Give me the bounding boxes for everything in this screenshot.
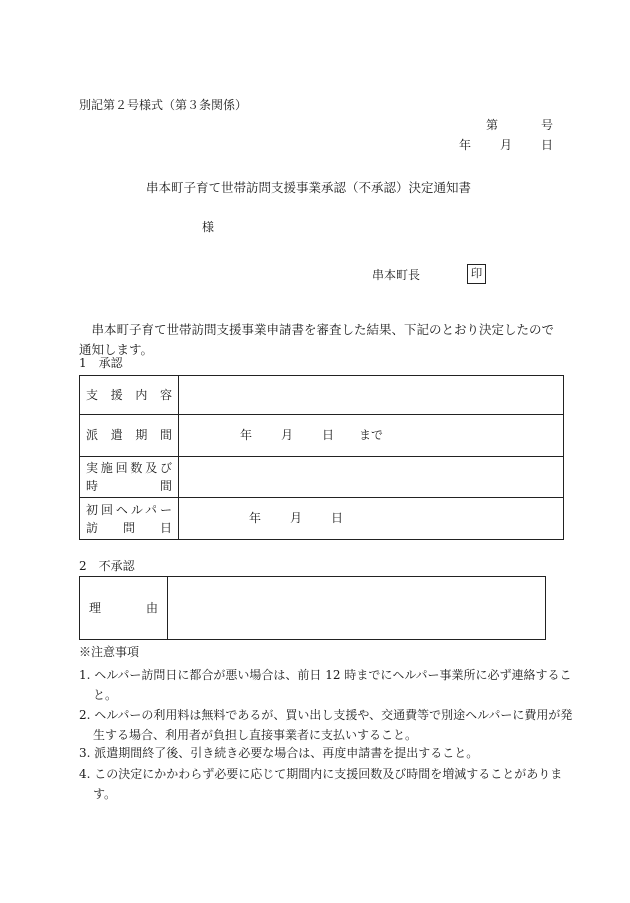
visit-count-time-label-line2: 時間 [86,479,172,493]
issuer-name: 串本町長 [372,268,421,282]
form-number: 別記第２号様式（第３条関係） [79,98,248,112]
dispatch-period-year: 年 [240,428,253,443]
first-visit-date-label-line2: 訪問日 [86,520,172,535]
issue-date-year: 年 [459,138,472,152]
seal-mark [467,264,486,284]
document-title: 串本町子育て世帯訪問支援事業承認（不承認）決定通知書 [146,180,472,195]
visit-count-time-label [80,457,179,498]
issue-date-month: 月 [500,138,513,152]
first-visit-month: 月 [290,511,303,526]
issue-date-day: 日 [541,138,554,152]
section-approval-heading: 1 承認 [79,356,123,370]
dispatch-period-label: 派遣期間 [80,415,179,457]
dispatch-period-day: 日 [322,428,335,443]
dispatch-period-field[interactable] [179,415,564,457]
seal-label: 印 [470,266,483,281]
note-item-3: 3. 派遣期間終了後、引き続き必要な場合は、再度申請書を提出すること。 [79,746,479,760]
document-number-suffix: 号 [541,118,554,132]
first-visit-date-field[interactable] [179,498,564,540]
table-row [80,376,564,415]
rejection-reason-field[interactable] [168,577,546,640]
first-visit-year: 年 [249,511,262,526]
note-item-1: 1. ヘルパー訪問日に都合が悪い場合は、前日 12 時までにヘルパー事業所に必ず連絡すること。 [79,668,572,702]
first-visit-date-label [80,498,179,540]
support-content-field[interactable] [179,376,564,415]
visit-count-time-field[interactable] [179,457,564,498]
first-visit-date-label-line1: 初回ヘルパー [86,502,172,517]
note-item-2: 2. ヘルパーの利用料は無料であるが、買い出し支援や、交通費等で別途ヘルパーに費用が発生する場合、利用者が負担し直接事業者に支払いすること。 [79,708,573,742]
approval-table [79,375,564,540]
dispatch-period-until: まで [359,428,384,443]
table-row [80,457,564,498]
rejection-reason-label: 理由 [80,577,168,640]
body-sentence: 串本町子育て世帯訪問支援事業申請書を審査した結果、下記のとおり決定したので通知します。 [79,322,555,357]
section-rejection-heading: 2 不承認 [79,559,135,573]
document-number-prefix: 第 [486,118,499,132]
body-text [79,320,557,360]
first-visit-day: 日 [331,511,344,526]
notes-title: ※注意事項 [79,645,140,659]
table-row [80,415,564,457]
table-row [80,498,564,540]
addressee-suffix: 様 [202,220,215,234]
support-content-label: 支援内容 [80,376,179,415]
note-item-4: 4. この決定にかかわらず必要に応じて期間内に支援回数及び時間を増減することがあります。 [79,767,563,801]
table-row [80,577,546,640]
rejection-table [79,576,546,640]
dispatch-period-month: 月 [281,428,294,443]
visit-count-time-label-line1: 実施回数及び [86,461,172,475]
